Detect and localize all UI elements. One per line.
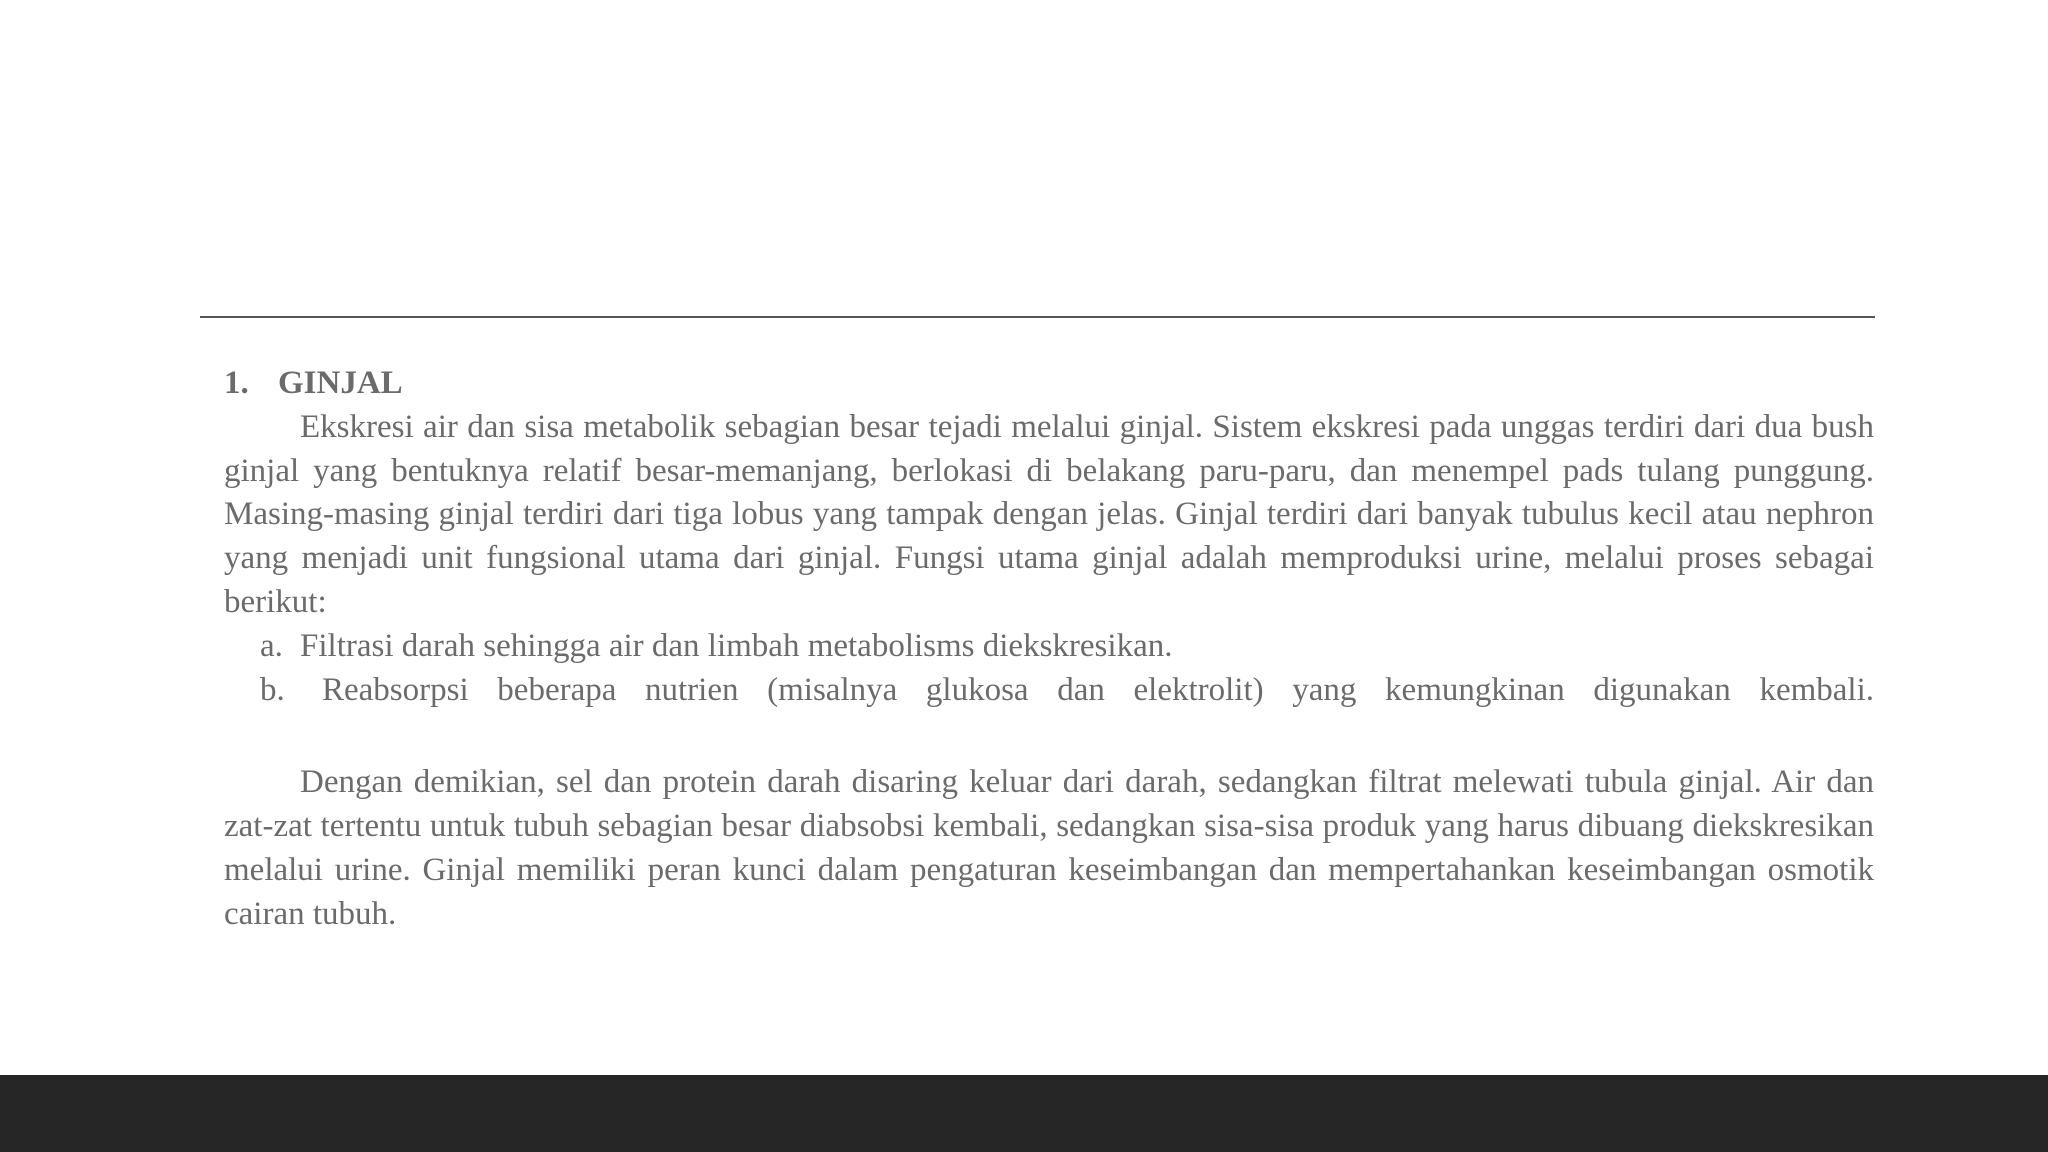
slide-body bbox=[224, 362, 1874, 937]
footer-bar bbox=[0, 1075, 2048, 1152]
paragraph-intro: Ekskresi air dan sisa metabolik sebagian besar tejadi melalui ginjal. Sistem ekskresi pada unggas terdiri dari dua bush ginjal yang bentuknya relatif besar-memanjang, berlokasi di belakang paru-paru, dan menempel pads tulang punggung. Masing-masing ginjal terdiri dari tiga lobus yang tampak dengan jelas. Ginjal terdiri dari banyak tubulus kecil atau nephron yang menjadi unit fungsional utama dari ginjal. Fungsi utama ginjal adalah memproduksi urine, melalui proses sebagai berikut: bbox=[224, 408, 1874, 620]
list-marker: a. bbox=[260, 627, 283, 664]
process-list bbox=[224, 625, 1874, 713]
list-marker: b. bbox=[260, 671, 285, 708]
section-title: GINJAL bbox=[278, 365, 403, 401]
spacer bbox=[224, 712, 1874, 761]
header-divider bbox=[200, 316, 1875, 318]
list-item bbox=[260, 669, 1874, 713]
list-item-text: Reabsorpsi beberapa nutrien (misalnya glukosa dan elektrolit) yang kemungkinan digunakan kembali. bbox=[322, 671, 1874, 708]
section-number: 1. bbox=[224, 365, 249, 401]
paragraph-conclusion: Dengan demikian, sel dan protein darah disaring keluar dari darah, sedangkan filtrat melewati tubula ginjal. Air dan zat-zat tertentu untuk tubuh sebagian besar diabsobsi kembali, sedangkan sisa-sisa produk yang harus dibuang diekskresikan melalui urine. Ginjal memiliki peran kunci dalam pengaturan keseimbangan dan mempertahankan keseimbangan osmotik cairan tubuh. bbox=[224, 764, 1874, 932]
section-heading bbox=[224, 362, 1874, 406]
list-item-text: Filtrasi darah sehingga air dan limbah metabolisms diekskresikan. bbox=[300, 627, 1173, 664]
list-item bbox=[260, 625, 1874, 669]
